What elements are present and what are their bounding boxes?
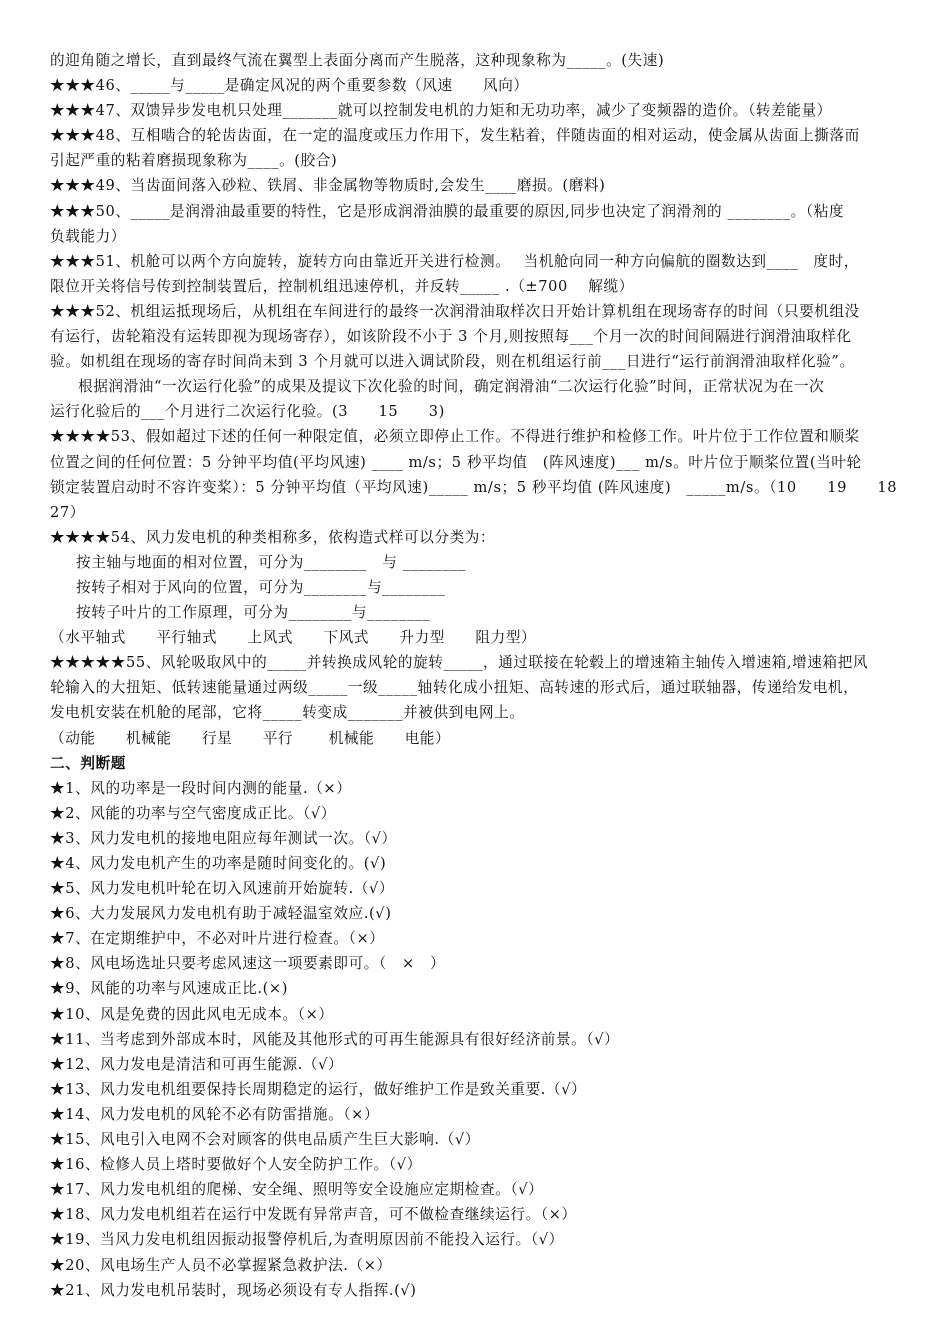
question-51: ★★★51、机舱可以两个方向旋转，旋转方向由靠近开关进行检测。 当机舱向同一种方向偏航的圈数达到____ 度时， [50,252,859,270]
text-line: 验。如机组在现场的寄存时间尚未到 3 个月就可以进入调试阶段，则在机组运行前___日进行“运行前润滑油取样化验”。 [50,353,855,371]
judgment-item: ★5、风力发电机叶轮在切入风速前开始旋转.（√） [50,880,395,898]
text-line: 按主轴与地面的相对位置，可分为________ 与 ________ [76,553,466,571]
question-49: ★★★49、当齿面间落入砂粒、铁屑、非金属物等物质时,会发生____磨损。(磨料) [50,177,606,195]
text-line: 按转子叶片的工作原理，可分为________与________ [76,604,431,622]
question-47: ★★★47、双馈异步发电机只处理_______就可以控制发电机的力矩和无功功率，减少了变频器的造价。（转差能量） [50,102,832,120]
text-line: 负载能力） [50,227,126,245]
text-line: 的迎角随之增长，直到最终气流在翼型上表面分离而产生脱落，这种现象称为_____。(失速) [50,52,665,69]
question-55: ★★★★★55、风轮吸取风中的_____并转换成风轮的旋转_____，通过联接在轮毂上的增速箱主轴传入增速箱,增速箱把风 [50,654,869,672]
text-line: 引起严重的粘着磨损现象称为____。(胶合) [50,152,338,170]
judgment-item: ★12、风力发电是清洁和可再生能源.（√） [50,1055,344,1073]
judgment-item: ★10、风是免费的因此风电无成本。（×） [50,1005,334,1023]
text-line: 运行化验后的___个月进行二次运行化验。(3 15 3) [50,403,445,421]
text-line: 位置之间的任何位置：5 分钟平均值(平均风速) ____ m/s；5 秒平均值 (阵风速度)___ m/s。叶片位于顺桨位置(当叶轮 [50,453,862,471]
judgment-item: ★18、风力发电机组若在运行中发既有异常声音，可不做检查继续运行。（×） [50,1206,577,1224]
answer-line: （水平轴式 平行轴式 上风式 下风式 升力型 阻力型） [50,629,537,647]
question-50: ★★★50、_____是润滑油最重要的特性，它是形成润滑油膜的最重要的原因,同步也决定了润滑剂的 ________。（粘度 [50,202,845,220]
judgment-item: ★20、风电场生产人员不必掌握紧急救护法.（×） [50,1256,392,1274]
text-line: 限位开关将信号传到控制装置后，控制机组迅速停机，并反转_____ .（±700 解缆） [50,277,634,295]
text-line: 发电机安装在机舱的尾部，它将_____转变成_______并被供到电网上。 [50,704,525,722]
question-52: ★★★52、机组运抵现场后，从机组在车间进行的最终一次润滑油取样次日开始计算机组在现场寄存的时间（只要机组没 [50,302,860,320]
text-line: 根据润滑油“一次运行化验”的成果及提议下次化验的时间，确定润滑油“二次运行化验”时间，正常状况为在一次 [78,378,825,396]
judgment-item: ★3、风力发电机的接地电阻应每年测试一次。（√） [50,829,397,847]
question-53: ★★★★53、假如超过下述的任何一种限定值，必须立即停止工作。不得进行维护和检修工作。叶片位于工作位置和顺桨 [50,428,860,446]
judgment-item: ★6、大力发展风力发电机有助于减轻温室效应.(√) [50,905,392,923]
judgment-item: ★21、风力发电机吊装时，现场必须设有专人指挥.(√) [50,1281,417,1299]
text-line: 有运行，齿轮箱没有运转即视为现场寄存），如该阶段不小于 3 个月,则按照每___个月一次的时间间隔进行润滑油取样化 [50,328,852,346]
judgment-item: ★15、风电引入电网不会对顾客的供电品质产生巨大影响.（√） [50,1131,480,1149]
judgment-item: ★13、风力发电机组要保持长周期稳定的运行，做好维护工作是致关重要.（√） [50,1080,587,1098]
judgment-item [50,1303,906,1328]
judgment-item: ★16、检修人员上塔时要做好个人安全防护工作。（√） [50,1156,422,1174]
judgment-item: ★4、风力发电机产生的功率是随时间变化的。(√) [50,855,387,872]
section-heading: 二、判断题 [50,754,126,772]
judgment-item: ★9、风能的功率与风速成正比.(×) [50,980,289,998]
text-line: 锁定装置启动时不容许变桨）：5 分钟平均值（平均风速)_____ m/s；5 秒平均值 (阵风速度) _____m/s。（10 19 18 [50,478,898,496]
judgment-item: ★1、风的功率是一段时间内测的能量.（×） [50,779,352,797]
question-48: ★★★48、互相啮合的轮齿齿面，在一定的温度或压力作用下，发生粘着，伴随齿面的相对运动，使金属从齿面上撕落而 [50,127,860,145]
judgment-item: ★14、风力发电机的风轮不必有防雷措施。（×） [50,1105,380,1123]
question-46: ★★★46、_____与_____是确定风况的两个重要参数（风速 风向） [50,77,529,95]
judgment-item: ★11、当考虑到外部成本时，风能及其他形式的可再生能源具有很好经济前景。（√） [50,1030,620,1048]
answer-line: （动能 机械能 行星 平行 机械能 电能） [50,729,451,747]
text-line: 轮输入的大扭矩、低转速能量通过两级_____一级_____轴转化成小扭矩、高转速的形式后，通过联轴器，传递给发电机， [50,679,859,697]
judgment-item: ★17、风力发电机组的爬梯、安全绳、照明等安全设施应定期检查。（√） [50,1181,544,1199]
text-line: 27） [50,503,85,521]
judgment-item: ★19、当风力发电机组因振动报警停机后,为查明原因前不能投入运行。（√） [50,1231,564,1249]
question-54: ★★★★54、风力发电机的种类相称多，依构造式样可以分类为： [50,528,496,546]
text-line: 按转子相对于风向的位置，可分为________与________ [76,578,446,596]
judgment-item: ★2、风能的功率与空气密度成正比。（√） [50,804,336,822]
judgment-item: ★7、在定期维护中，不必对叶片进行检查。（×） [50,930,385,948]
judgment-item: ★8、风电场选址只要考虑风速这一项要素即可。（ × ） [50,955,446,973]
